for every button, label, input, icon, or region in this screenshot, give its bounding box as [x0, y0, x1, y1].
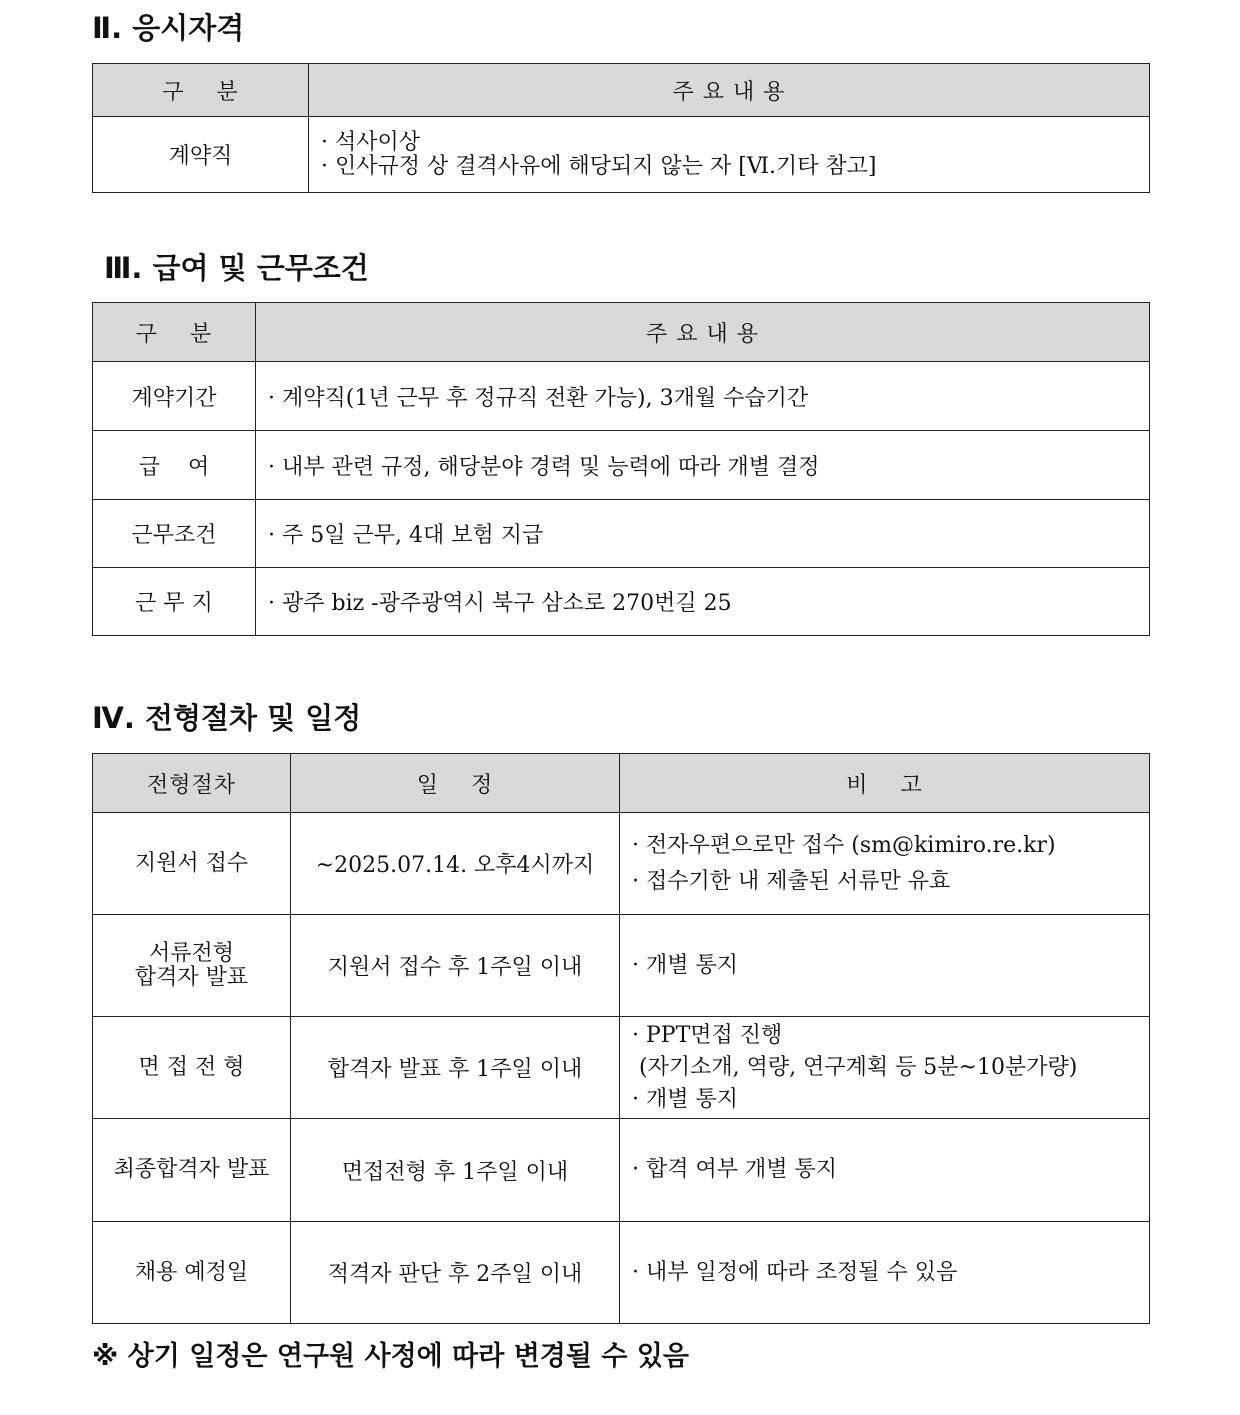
- pay-conditions-table: [92, 302, 1150, 636]
- row-content: [309, 117, 1150, 193]
- table-row: [93, 500, 1150, 568]
- step-label: 지원서 접수: [134, 850, 249, 876]
- notes-cell: [620, 813, 1150, 915]
- schedule-cell: 합격자 발표 후 1주일 이내: [291, 1017, 620, 1119]
- table-row: [93, 362, 1150, 431]
- notes-cell: [620, 915, 1150, 1017]
- row-content: · 내부 관련 규정, 해당분야 경력 및 능력에 따라 개별 결정: [256, 431, 1150, 500]
- row-content: · 광주 biz -광주광역시 북구 삼소로 270번길 25: [256, 568, 1150, 636]
- note-line: · 개별 통지: [632, 952, 738, 978]
- table-header-row: [93, 303, 1150, 362]
- table-row: [93, 568, 1150, 636]
- schedule-change-footnote: ※ 상기 일정은 연구원 사정에 따라 변경될 수 있음: [92, 1341, 690, 1372]
- row-label: 근 무 지: [93, 568, 256, 636]
- step-cell: [93, 915, 291, 1017]
- note-line: (자기소개, 역량, 연구계획 등 5분~10분가량): [632, 1054, 1078, 1080]
- table-row: [93, 915, 1150, 1017]
- header-step: 전형절차: [93, 754, 291, 813]
- row-label: 근무조건: [93, 500, 256, 568]
- step-label: 최종합격자 발표: [113, 1157, 270, 1182]
- content-line: · 석사이상: [321, 129, 420, 155]
- notes-cell: [620, 1017, 1150, 1119]
- section-title-qualifications: Ⅱ. 응시자격: [92, 11, 245, 45]
- header-notes: 비 고: [620, 754, 1150, 813]
- table-row: [93, 431, 1150, 500]
- step-label: 면 접 전 형: [138, 1054, 245, 1080]
- step-cell: [93, 1017, 291, 1119]
- row-label: 계약기간: [93, 362, 256, 431]
- note-line: · 개별 통지: [632, 1086, 738, 1112]
- step-cell: [93, 813, 291, 915]
- schedule-cell: 면접전형 후 1주일 이내: [291, 1119, 620, 1222]
- step-cell: [93, 1119, 291, 1222]
- header-category: 구 분: [93, 303, 256, 362]
- table-row: [93, 1119, 1150, 1222]
- note-line: · 접수기한 내 제출된 서류만 유효: [632, 868, 951, 894]
- header-content: 주 요 내 용: [309, 64, 1150, 117]
- header-schedule: 일 정: [291, 754, 620, 813]
- table-header-row: [93, 64, 1150, 117]
- section-title-selection-schedule: Ⅳ. 전형절차 및 일정: [92, 701, 362, 735]
- header-content: 주 요 내 용: [256, 303, 1150, 362]
- table-row: [93, 117, 1150, 193]
- table-row: [93, 813, 1150, 915]
- content-line: · 인사규정 상 결격사유에 해당되지 않는 자 [Ⅵ.기타 참고]: [321, 153, 877, 179]
- schedule-cell: 적격자 판단 후 2주일 이내: [291, 1222, 620, 1324]
- row-label: 급 여: [93, 431, 256, 500]
- notes-cell: [620, 1222, 1150, 1324]
- table-row: [93, 1222, 1150, 1324]
- step-cell: [93, 1222, 291, 1324]
- schedule-cell: ~2025.07.14. 오후4시까지: [291, 813, 620, 915]
- step-label: 합격자 발표: [134, 964, 249, 990]
- qualifications-table: [92, 63, 1150, 193]
- step-label: 서류전형: [148, 940, 234, 966]
- note-line: · 합격 여부 개별 통지: [632, 1157, 837, 1182]
- schedule-cell: 지원서 접수 후 1주일 이내: [291, 915, 620, 1017]
- header-category: 구 분: [93, 64, 309, 117]
- row-content: · 주 5일 근무, 4대 보험 지급: [256, 500, 1150, 568]
- row-content: · 계약직(1년 근무 후 정규직 전환 가능), 3개월 수습기간: [256, 362, 1150, 431]
- notes-cell: [620, 1119, 1150, 1222]
- note-line: · 전자우편으로만 접수 (sm@kimiro.re.kr): [632, 832, 1056, 858]
- table-row: [93, 1017, 1150, 1119]
- step-label: 채용 예정일: [134, 1259, 249, 1285]
- selection-schedule-table: [92, 753, 1150, 1324]
- section-title-pay-conditions: Ⅲ. 급여 및 근무조건: [104, 251, 369, 285]
- note-line: · 내부 일정에 따라 조정될 수 있음: [632, 1259, 958, 1285]
- note-line: · PPT면접 진행: [632, 1022, 783, 1048]
- row-label: 계약직: [93, 117, 309, 193]
- table-header-row: [93, 754, 1150, 813]
